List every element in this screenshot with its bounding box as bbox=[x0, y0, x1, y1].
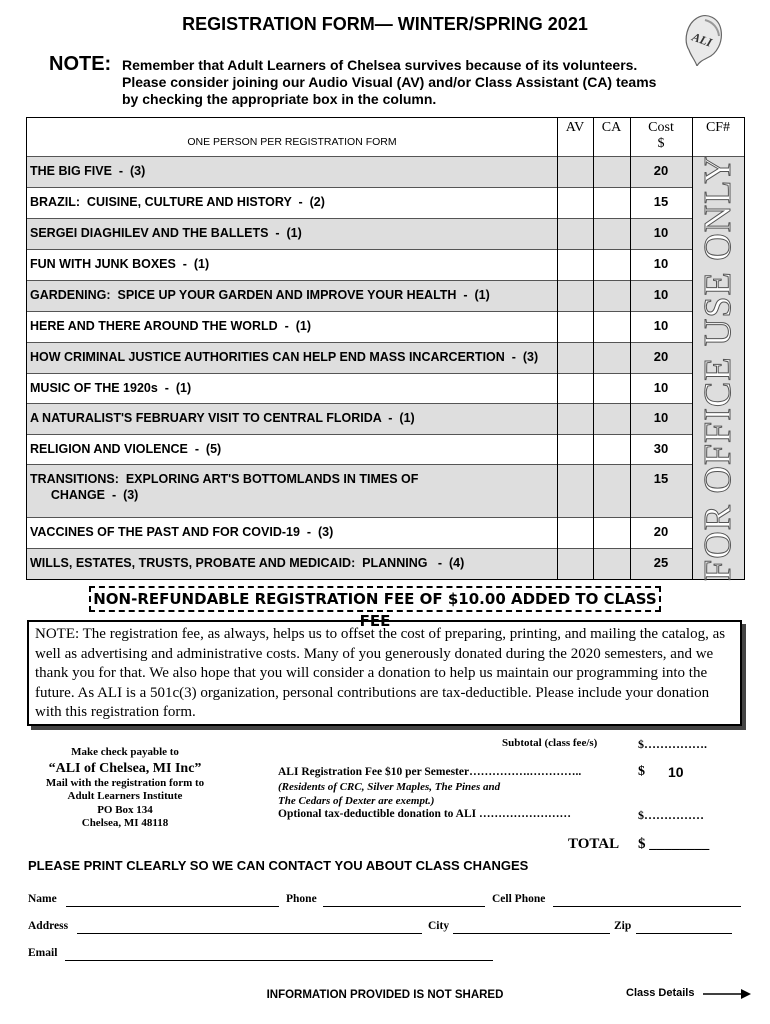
mail-with: Mail with the registration form to bbox=[45, 776, 205, 789]
address-label: Address bbox=[28, 920, 69, 932]
class-name: RELIGION AND VIOLENCE - (5) bbox=[30, 442, 222, 456]
class-name: THE BIG FIVE - (3) bbox=[30, 164, 146, 178]
payable-org: “ALI of Chelsea, MI Inc” bbox=[48, 760, 202, 776]
residents-note-line-1: (Residents of CRC, Silver Maples, The Pines and bbox=[278, 781, 501, 793]
header-av: AV bbox=[565, 120, 585, 135]
class-cost: 20 bbox=[653, 524, 669, 539]
av-checkbox[interactable] bbox=[557, 435, 593, 464]
email-field[interactable] bbox=[65, 960, 493, 961]
ca-checkbox[interactable] bbox=[593, 281, 630, 311]
mailing-info bbox=[30, 746, 220, 831]
office-use-column bbox=[692, 156, 744, 579]
class-cost: 15 bbox=[653, 471, 669, 486]
cell-phone-label: Cell Phone bbox=[492, 893, 546, 905]
av-checkbox[interactable] bbox=[557, 404, 593, 434]
class-name: GARDENING: SPICE UP YOUR GARDEN AND IMPROVE YOUR HEALTH - (1) bbox=[30, 288, 490, 302]
header-cf: CF# bbox=[705, 120, 731, 135]
ca-checkbox[interactable] bbox=[593, 549, 630, 579]
class-name: A NATURALIST'S FEBRUARY VISIT TO CENTRAL FLORIDA - (1) bbox=[30, 411, 415, 425]
total-field[interactable]: $ ________ bbox=[638, 836, 710, 852]
class-cost: 10 bbox=[653, 256, 669, 271]
class-table bbox=[26, 117, 745, 580]
note-label: NOTE: bbox=[49, 53, 112, 75]
av-checkbox[interactable] bbox=[557, 250, 593, 280]
av-checkbox[interactable] bbox=[557, 281, 593, 311]
residents-exempt-note bbox=[278, 780, 500, 808]
class-cost: 20 bbox=[653, 349, 669, 364]
arrow-right-icon[interactable] bbox=[703, 988, 751, 1000]
class-cost: 10 bbox=[653, 287, 669, 302]
donation-label: Optional tax-deductible donation to ALI …………………… bbox=[278, 808, 571, 820]
class-name: MUSIC OF THE 1920s - (1) bbox=[30, 381, 192, 395]
class-cost: 25 bbox=[653, 555, 669, 570]
name-label: Name bbox=[28, 893, 57, 905]
registration-fee-banner: NON-REFUNDABLE REGISTRATION FEE OF $10.00 ADDED TO CLASS FEE bbox=[89, 586, 661, 612]
header-cost-label: Cost bbox=[648, 120, 674, 135]
city-label: City bbox=[428, 920, 450, 932]
print-clearly-heading: PLEASE PRINT CLEARLY SO WE CAN CONTACT YOU ABOUT CLASS CHANGES bbox=[28, 858, 529, 873]
name-field[interactable] bbox=[66, 906, 279, 907]
ca-checkbox[interactable] bbox=[593, 157, 630, 187]
address-field[interactable] bbox=[77, 933, 422, 934]
ca-checkbox[interactable] bbox=[593, 435, 630, 464]
divider-ca bbox=[593, 118, 594, 579]
ca-checkbox[interactable] bbox=[593, 188, 630, 218]
av-checkbox[interactable] bbox=[557, 343, 593, 373]
av-checkbox[interactable] bbox=[557, 219, 593, 249]
email-label: Email bbox=[28, 947, 58, 959]
ca-checkbox[interactable] bbox=[593, 219, 630, 249]
divider-cf bbox=[692, 118, 693, 579]
volunteer-note bbox=[122, 57, 742, 108]
class-name: VACCINES OF THE PAST AND FOR COVID-19 - (3) bbox=[30, 525, 334, 539]
ca-checkbox[interactable] bbox=[593, 374, 630, 403]
zip-field[interactable] bbox=[636, 933, 732, 934]
privacy-footer: INFORMATION PROVIDED IS NOT SHARED bbox=[266, 989, 504, 1001]
av-checkbox[interactable] bbox=[557, 157, 593, 187]
class-name: HOW CRIMINAL JUSTICE AUTHORITIES CAN HELP END MASS INCARCERTION - (3) bbox=[30, 350, 539, 364]
reg-fee-value: 10 bbox=[668, 764, 684, 780]
donation-field[interactable]: $…………… bbox=[638, 808, 704, 822]
class-cost: 10 bbox=[653, 410, 669, 425]
class-cost: 15 bbox=[653, 194, 669, 209]
header-cost-unit: $ bbox=[657, 136, 665, 151]
class-details-link[interactable]: Class Details bbox=[626, 987, 695, 999]
class-cost: 10 bbox=[653, 225, 669, 240]
ca-checkbox[interactable] bbox=[593, 404, 630, 434]
mail-city: Chelsea, MI 48118 bbox=[81, 817, 169, 829]
class-cost: 10 bbox=[653, 318, 669, 333]
class-name: WILLS, ESTATES, TRUSTS, PROBATE AND MEDICAID: PLANNING - (4) bbox=[30, 556, 465, 570]
zip-label: Zip bbox=[614, 920, 632, 932]
office-use-label: FOR OFFICE USE ONLY bbox=[697, 155, 739, 581]
note-line-3: by checking the appropriate box in the column. bbox=[122, 91, 437, 107]
ca-checkbox[interactable] bbox=[593, 250, 630, 280]
class-cost: 10 bbox=[653, 380, 669, 395]
class-name: FUN WITH JUNK BOXES - (1) bbox=[30, 257, 210, 271]
divider-av bbox=[557, 118, 558, 579]
ca-checkbox[interactable] bbox=[593, 312, 630, 342]
phone-field[interactable] bbox=[323, 906, 485, 907]
class-cost: 30 bbox=[653, 441, 669, 456]
form-title: REGISTRATION FORM— WINTER/SPRING 2021 bbox=[182, 14, 588, 34]
class-name: HERE AND THERE AROUND THE WORLD - (1) bbox=[30, 319, 312, 333]
av-checkbox[interactable] bbox=[557, 518, 593, 548]
class-name: BRAZIL: CUISINE, CULTURE AND HISTORY - (2) bbox=[30, 195, 325, 209]
ca-checkbox[interactable] bbox=[593, 518, 630, 548]
total-label: TOTAL bbox=[568, 836, 620, 852]
note-line-2: Please consider joining our Audio Visual (AV) and/or Class Assistant (CA) teams bbox=[122, 74, 657, 90]
av-checkbox[interactable] bbox=[557, 188, 593, 218]
header-cost bbox=[630, 118, 692, 156]
header-one-person: ONE PERSON PER REGISTRATION FORM bbox=[187, 136, 397, 148]
class-name: SERGEI DIAGHILEV AND THE BALLETS - (1) bbox=[30, 226, 302, 240]
mail-name: Adult Learners Institute bbox=[67, 790, 183, 802]
city-field[interactable] bbox=[453, 933, 610, 934]
residents-note-line-2: The Cedars of Dexter are exempt.) bbox=[278, 795, 435, 807]
ca-checkbox[interactable] bbox=[593, 465, 630, 517]
av-checkbox[interactable] bbox=[557, 374, 593, 403]
av-checkbox[interactable] bbox=[557, 465, 593, 517]
subtotal-field[interactable]: $……………. bbox=[638, 737, 707, 751]
class-cost: 20 bbox=[653, 163, 669, 178]
payable-to: Make check payable to bbox=[71, 746, 179, 758]
ca-checkbox[interactable] bbox=[593, 343, 630, 373]
reg-fee-label: ALI Registration Fee $10 per Semester…………….………….. bbox=[278, 766, 582, 778]
mail-box: PO Box 134 bbox=[97, 803, 153, 816]
table-header bbox=[27, 118, 744, 156]
header-ca: CA bbox=[601, 120, 622, 135]
note-line-1: Remember that Adult Learners of Chelsea survives because of its volunteers. bbox=[122, 57, 638, 73]
phone-label: Phone bbox=[286, 893, 317, 905]
av-checkbox[interactable] bbox=[557, 549, 593, 579]
class-name: TRANSITIONS: EXPLORING ART'S BOTTOMLANDS IN TIMES OF CHANGE - (3) bbox=[30, 472, 419, 502]
av-checkbox[interactable] bbox=[557, 312, 593, 342]
reg-fee-currency: $ bbox=[638, 764, 645, 779]
divider-cost bbox=[630, 118, 631, 579]
subtotal-label: Subtotal (class fee/s) bbox=[502, 737, 598, 749]
cell-phone-field[interactable] bbox=[553, 906, 741, 907]
logo-text: ALI bbox=[690, 29, 714, 50]
registration-note-box: NOTE: The registration fee, as always, helps us to offset the cost of preparing, printing, and mailing the catalog, as well as advertising and administrative costs. Many of you generously donated during the 2020 semesters, and we thank you for that. We also hope that you will consider a donation to help us maintain our programming into the future. As ALI is a 501c(3) organization, personal contributions are tax-deductible. Please include your donation with this registration form. bbox=[27, 620, 742, 726]
